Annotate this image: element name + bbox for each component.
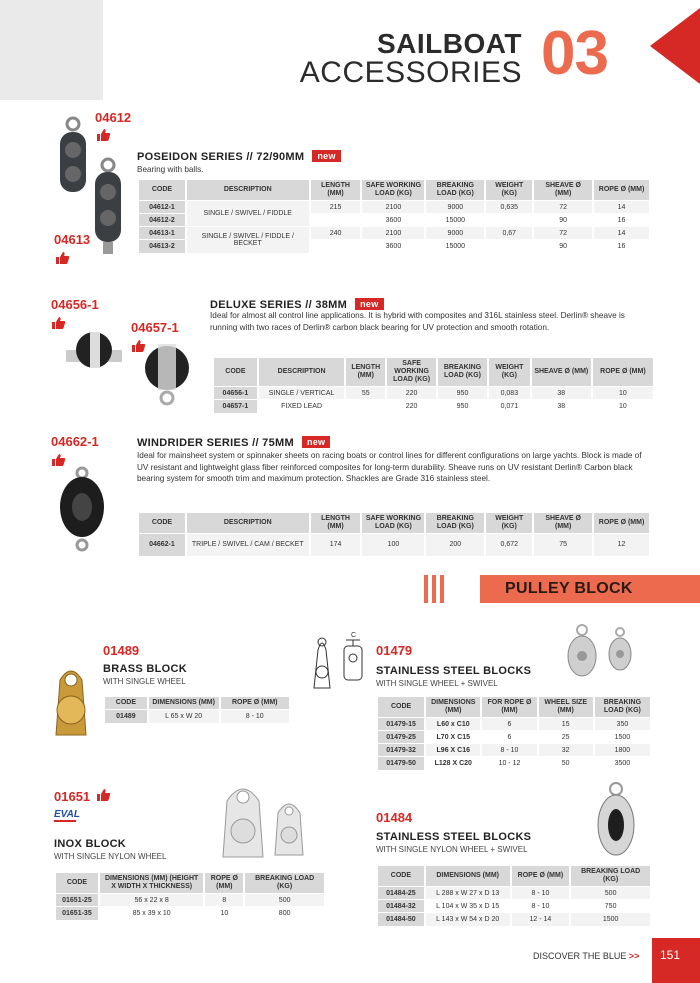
windrider-block-image	[52, 465, 112, 555]
product-subtitle: WITH SINGLE WHEEL	[103, 677, 186, 686]
steel2-table: CODE DIMENSIONS (MM) ROPE Ø (MM) BREAKING LOAD (KG) 01484-25 L 288 x W 27 x D 13 8 - 10 500 01484-32 L 104 x W 35 x D 15 8 - 10 750 01484-50 L 143 x W 54 x D 20 12 - 14 1500	[376, 866, 650, 926]
table-row: 04662-1 TRIPLE / SWIVEL / CAM / BECKET 174 100 200 0,672 75 12	[138, 534, 649, 556]
product-subtitle: WITH SINGLE NYLON WHEEL + SWIVEL	[376, 845, 528, 854]
page-title-line1: SAILBOAT	[376, 28, 522, 59]
inox-block-image	[213, 777, 313, 867]
product-title: BRASS BLOCK	[103, 663, 187, 675]
table-row: 01651-25 56 x 22 x 8 8 500	[55, 894, 324, 907]
deluxe-table: CODE DESCRIPTION LENGTH (MM) SAFE WORKING LOAD (KG) BREAKING LOAD (KG) WEIGHT (KG) SHEAVE Ø (MM) ROPE Ø (MM) 04656-1 SINGLE / VERTICAL 55 220 950 0,083 38 10 04657-1 FIXED LEAD 220 950 0,071 38 10	[212, 358, 653, 413]
series-description: Ideal for almost all control line applications. It is hybrid with composites and 316L stainless steel. Derlin® sheave is running with two races of Derlin® carbon black bearing for UV protection and smooth rotation.	[210, 311, 625, 332]
banner-stripe	[424, 575, 428, 603]
banner-stripe	[440, 575, 444, 603]
product-code: 01489	[103, 643, 140, 658]
product-subtitle: WITH SINGLE WHEEL + SWIVEL	[376, 679, 498, 688]
product-code: 04662-1	[51, 434, 99, 449]
windrider-table: CODE DESCRIPTION LENGTH (MM) SAFE WORKING LOAD (KG) BREAKING LOAD (KG) WEIGHT (KG) SHEAVE Ø (MM) ROPE Ø (MM) 04662-1 TRIPLE / SWIVEL / CAM / BECKET 174 100 200 0,672 75 12	[137, 513, 649, 556]
table-row: 01479-25 L70 X C15 6 25 1500	[377, 731, 650, 744]
table-row: 04613-2 3600 15000 90 16	[138, 240, 649, 253]
inox-table: CODE DIMENSIONS (MM) (HEIGHT X WIDTH X THICKNESS) ROPE Ø (MM) BREAKING LOAD (KG) 01651-25 56 x 22 x 8 8 500 01651-35 85 x 39 x 10 10 800	[54, 873, 324, 920]
dimension-diagram	[302, 628, 372, 700]
footer-tagline: DISCOVER THE BLUE >>	[533, 951, 640, 961]
brand-underline	[54, 820, 76, 822]
corner-block	[0, 0, 103, 100]
dimension-label: C	[351, 632, 357, 639]
product-title: STAINLESS STEEL BLOCKS	[376, 831, 532, 843]
series-title: POSEIDON SERIES // 72/90MM new	[137, 150, 341, 163]
steel-block-image	[560, 622, 640, 684]
table-row: 01479-32 L96 X C16 8 - 10 32 1800	[377, 744, 650, 757]
banner-stripe	[432, 575, 436, 603]
brass-block-image	[46, 660, 96, 740]
table-row: 01479-15 L60 x C10 6 15 350	[377, 718, 650, 731]
product-code: 01479	[376, 643, 413, 658]
product-code: 01651	[54, 789, 91, 804]
chapter-arrow-icon	[650, 8, 700, 84]
product-code: 04612	[95, 110, 132, 125]
product-code: 04613	[54, 232, 91, 247]
brass-table: CODE DIMENSIONS (MM) ROPE Ø (MM) 01489 L 65 x W 20 8 - 10	[103, 697, 289, 723]
series-title: DELUXE SERIES // 38MM new	[210, 298, 384, 311]
new-badge: new	[302, 436, 330, 448]
poseidon-block-image	[48, 110, 133, 270]
product-title: INOX BLOCK	[54, 838, 127, 850]
table-row: 01651-35 85 x 39 x 10 10 800	[55, 907, 324, 920]
new-badge: new	[355, 298, 383, 310]
deluxe-block-image	[62, 328, 202, 408]
table-row: 01489 L 65 x W 20 8 - 10	[104, 710, 289, 723]
table-row: 04613-1 SINGLE / SWIVEL / FIDDLE / BECKET 240 2100 9000 0,67 72 14	[138, 227, 649, 240]
product-code: 04656-1	[51, 297, 99, 312]
series-description: Ideal for mainsheet system or spinnaker sheets on racing boats or control lines for different configurations on large yachts. Block is made of UV resistant and lightweight glass fiber reinforced composites for long-term durability. Sheave runs on UV resistant Derlin® Carbon black bearing system for smooth trim and maximum protection. Shackles are Grade 316 stainless steel.	[137, 451, 642, 484]
page-title-line2: ACCESSORIES	[299, 56, 522, 89]
product-code: 04657-1	[131, 320, 179, 335]
new-badge: new	[312, 150, 340, 162]
table-row: 01484-32 L 104 x W 35 x D 15 8 - 10 750	[377, 900, 650, 913]
product-subtitle: WITH SINGLE NYLON WHEEL	[54, 852, 167, 861]
product-code: 01484	[376, 810, 413, 825]
chapter-number: 03	[541, 19, 608, 88]
series-title: WINDRIDER SERIES // 75MM new	[137, 436, 330, 449]
table-row: 04656-1 SINGLE / VERTICAL 55 220 950 0,083 38 10	[213, 387, 653, 400]
table-row: 01484-50 L 143 x W 54 x D 20 12 - 14 1500	[377, 913, 650, 926]
section-banner: PULLEY BLOCK	[480, 575, 700, 603]
series-description: Bearing with balls.	[137, 165, 204, 174]
table-row: 04612-2 3600 15000 90 16	[138, 214, 649, 227]
table-row: 04612-1 SINGLE / SWIVEL / FIDDLE 215 2100 9000 0,635 72 14	[138, 201, 649, 214]
product-title: STAINLESS STEEL BLOCKS	[376, 665, 532, 677]
table-row: 01479-50 L128 X C20 10 - 12 50 3500	[377, 757, 650, 770]
brand-logo: EVAL	[54, 809, 80, 820]
poseidon-table: CODE DESCRIPTION LENGTH (MM) SAFE WORKING LOAD (KG) BREAKING LOAD (KG) WEIGHT (KG) SHEAVE Ø (MM) ROPE Ø (MM) 04612-1 SINGLE / SWIVEL / FIDDLE 215 2100 9000 0,635 72 14 04612-2 3600 15000 90 16 04613-1 SINGLE / SWIVEL / FIDDLE / BECKET 240 2100 9000 0,67 72 14 04613-2 3600 15000 90 16	[137, 180, 649, 253]
page-number: 151	[652, 938, 700, 983]
steel1-table: CODE DIMENSIONS (MM) FOR ROPE Ø (MM) WHEEL SIZE (MM) BREAKING LOAD (KG) 01479-15 L60 x C10 6 15 350 01479-25 L70 X C15 6 25 1500 01479-32 L96 X C16 8 - 10 32 1800 01479-50 L128 X C20 10 - 12 50 3500	[376, 697, 650, 770]
table-row: 01484-25 L 288 x W 27 x D 13 8 - 10 500	[377, 887, 650, 900]
table-row: 04657-1 FIXED LEAD 220 950 0,071 38 10	[213, 400, 653, 413]
thumb-up-icon	[96, 788, 110, 801]
steel-swivel-block-image	[590, 779, 640, 861]
